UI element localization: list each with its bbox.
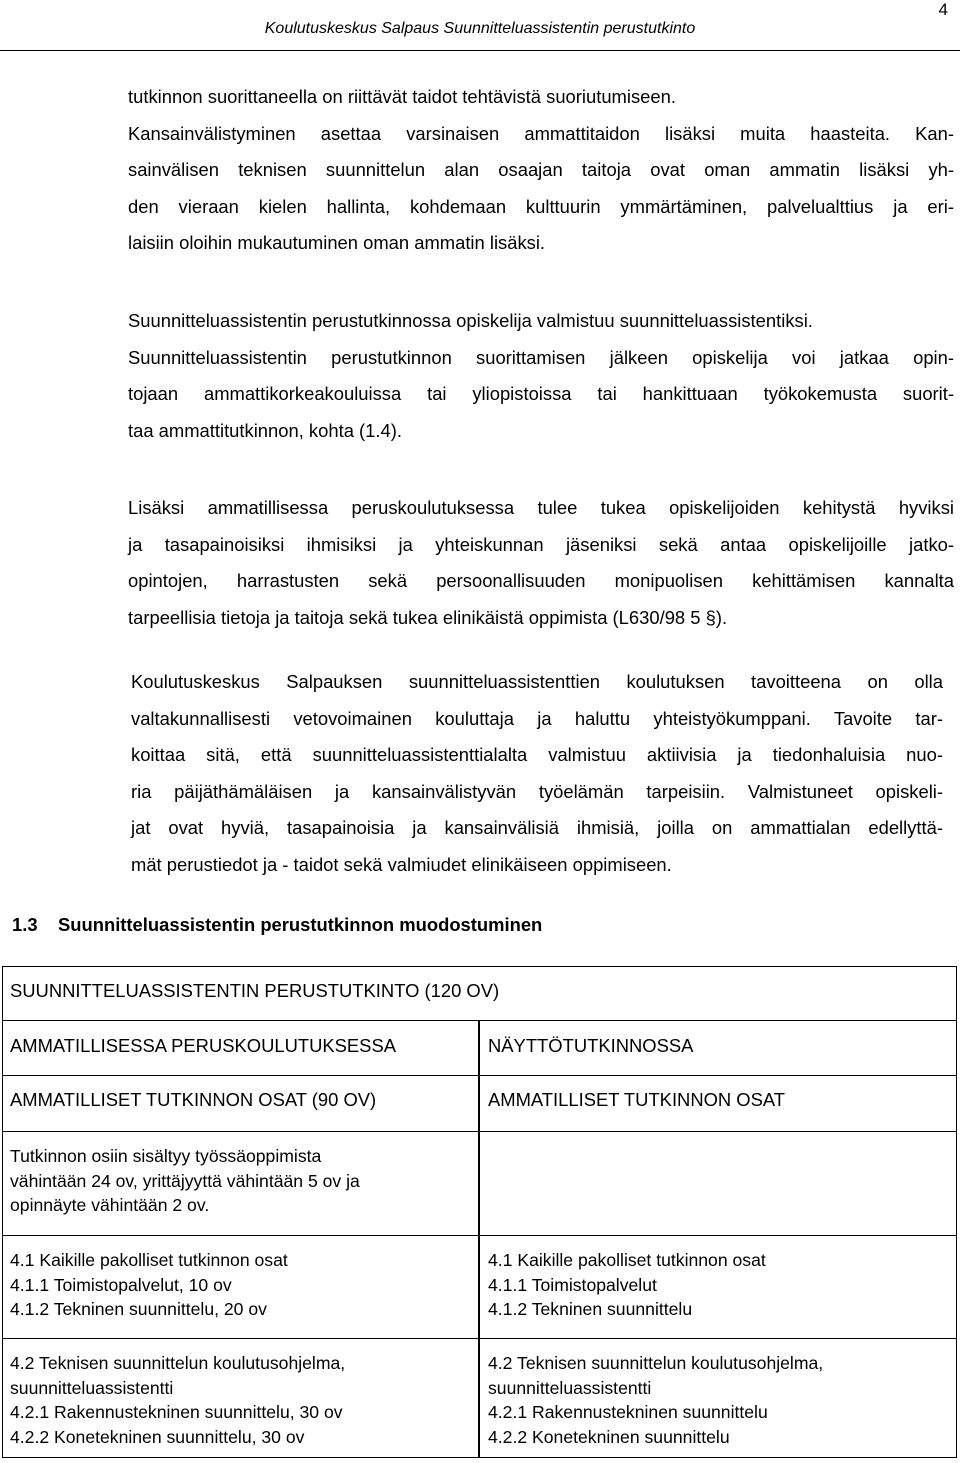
table-title: SUUNNITTELUASSISTENTIN PERUSTUTKINTO (120 OV) [10,980,500,1001]
table-cell [479,1339,957,1458]
paragraph-lifelong-learning [128,490,954,636]
table-cell [2,1339,479,1458]
table-cell-line: 4.1.1 Toimistopalvelut [488,1274,657,1295]
table-cell [2,1076,479,1132]
table-cell-text: AMMATILLISET TUTKINNON OSAT [488,1089,786,1110]
text-line: opintojen, harrastusten sekä persoonallisuuden monipuolisen kehittämisen kannalta [128,570,954,591]
text-line: Koulutuskeskus Salpauksen suunnitteluassistenttien koulutuksen tavoitteena on olla [131,671,943,692]
table-cell [479,1020,957,1076]
table-cell-line: 4.1.2 Tekninen suunnittelu, 20 ov [10,1299,267,1319]
paragraph-salpaus-goals [131,664,943,883]
text-line: Lisäksi ammatillisessa peruskoulutuksessa tulee tukea opiskelijoiden kehitystä hyviksi [128,497,954,518]
text-line: mät perustiedot ja - taidot sekä valmiudet elinikäiseen oppimiseen. [131,853,672,875]
text-line: Kansainvälistyminen asettaa varsinaisen ammattitaidon lisäksi muita haasteita. Kan- [128,122,954,144]
section-heading [12,914,542,936]
text-line: tutkinnon suorittaneella on riittävät taidot tehtävistä suoriutumiseen. [128,86,676,107]
text-line: koittaa sitä, että suunnitteluassistenttialalta valmistuu aktiivisia ja tiedonhaluisia nuo- [131,744,943,765]
header-rule [0,50,960,51]
table-cell-line: 4.2.1 Rakennustekninen suunnittelu, 30 ov [10,1402,343,1422]
table-cell-line: 4.2 Teknisen suunnittelun koulutusohjelma, [488,1353,824,1373]
table-cell-line: 4.1 Kaikille pakolliset tutkinnon osat [488,1250,766,1270]
running-header [0,0,960,58]
table-cell-line: vähintään 24 ov, yrittäjyyttä vähintään 5 ov ja [10,1170,360,1191]
table-cell-line: suunnitteluassistentti [488,1377,652,1398]
section-title: Suunnitteluassistentin perustutkinnon muodostuminen [58,914,543,935]
table-cell-text: AMMATILLISET TUTKINNON OSAT (90 OV) [10,1089,377,1110]
table-cell-line: 4.2.1 Rakennustekninen suunnittelu [488,1402,768,1422]
text-line: valtakunnallisesti vetovoimainen kouluttaja ja haluttu yhteistyökumppani. Tavoite tar- [131,707,943,729]
table-cell-line: 4.1 Kaikille pakolliset tutkinnon osat [10,1250,288,1270]
text-line: jat ovat hyviä, tasapainoisia ja kansainvälisiä ihmisiä, joilla on ammattialan edellyttä- [131,817,943,838]
table-cell-line: 4.2.2 Konetekninen suunnittelu, 30 ov [10,1426,305,1447]
text-line: Suunnitteluassistentin perustutkinnossa opiskelija valmistuu suunnitteluassistentiksi. [128,310,813,331]
page-number: 4 [938,0,948,19]
table-cell [2,1020,479,1076]
text-line: tarpeellisia tietoja ja taitoja sekä tukea elinikäistä oppimista (L630/98 5 §). [128,606,728,628]
table-cell-line: opinnäyte vähintään 2 ov. [10,1195,210,1215]
table-cell-line: 4.1.1 Toimistopalvelut, 10 ov [10,1274,232,1295]
table-cell [479,1236,957,1339]
table-cell [2,1236,479,1339]
paragraph-further-studies [128,303,954,449]
table-cell-line: suunnitteluassistentti [10,1377,174,1398]
text-line: taa ammattitutkinnon, kohta (1.4). [128,419,402,441]
table-cell-line: 4.1.2 Tekninen suunnittelu [488,1299,693,1319]
text-line: ria päijäthämäläisen ja kansainvälistyvän työelämän tarpeisiin. Valmistuneet opiskeli- [131,780,943,802]
table-cell-line: 4.2.2 Konetekninen suunnittelu [488,1426,730,1447]
table-cell [2,1132,479,1236]
text-line: laisiin oloihin mukautuminen oman ammatin lisäksi. [128,232,546,253]
paragraph-international-skills [128,79,954,262]
text-line: tojaan ammattikorkeakouluissa tai yliopistoissa tai hankittuaan työkokemusta suorit- [128,383,954,404]
text-line: Suunnitteluassistentin perustutkinnon suorittamisen jälkeen opiskelija voi jatkaa opin- [128,346,954,368]
table-title-cell [2,966,957,1020]
table-cell [479,1076,957,1132]
table-cell-line: Tutkinnon osiin sisältyy työssäoppimista [10,1146,322,1166]
section-number: 1.3 [12,914,38,935]
header-title: Koulutuskeskus Salpaus Suunnitteluassistentin perustutkinto [264,20,696,37]
text-line: den vieraan kielen hallinta, kohdemaan kulttuurin ymmärtäminen, palvelualttius ja eri- [128,195,954,217]
table-cell-empty [479,1132,957,1236]
text-line: sainvälisen teknisen suunnittelun alan osaajan taitoja ovat oman ammatin lisäksi yh- [128,159,954,180]
column-heading-vocational: AMMATILLISESSA PERUSKOULUTUKSESSA [10,1035,396,1056]
table-cell-line: 4.2 Teknisen suunnittelun koulutusohjelma, [10,1353,346,1373]
text-line: ja tasapainoisiksi ihmisiksi ja yhteiskunnan jäseniksi sekä antaa opiskelijoille jatko- [128,533,954,555]
column-heading-competence: NÄYTTÖTUTKINNOSSA [488,1035,694,1056]
